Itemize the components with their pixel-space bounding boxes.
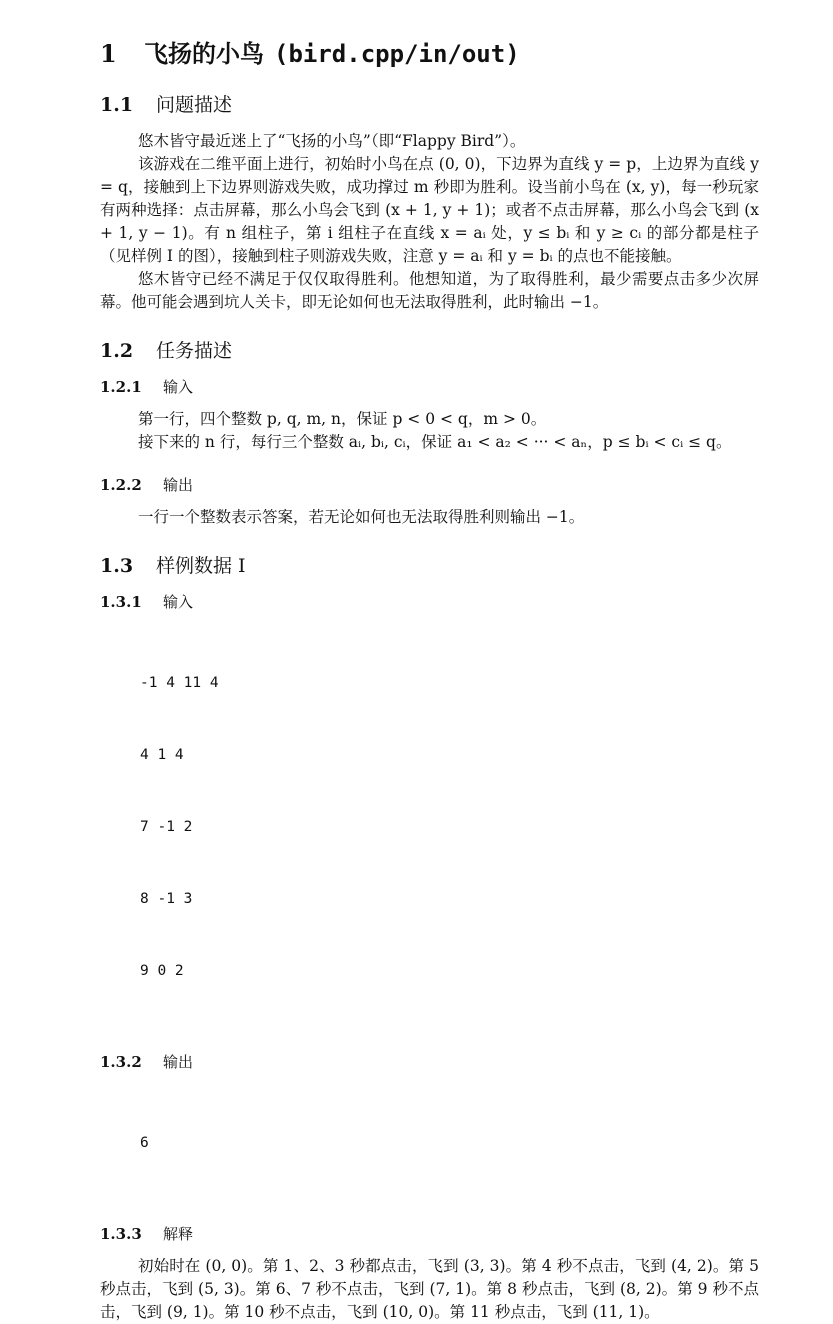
section-title: 飞扬的小鸟: [144, 39, 264, 68]
paragraph: 一行一个整数表示答案，若无论如何也无法取得胜利则输出 −1。: [138, 508, 585, 526]
section-file-names: (bird.cpp/in/out): [274, 40, 520, 68]
code-line: 6: [140, 1135, 149, 1151]
subsubsection-number: 1.3.2: [100, 1053, 142, 1071]
paragraph: 悠木皆守已经不满足于仅仅取得胜利。他想知道，为了取得胜利，最少需要点击多少次屏幕。他可能会遇到坑人关卡，即无论如何也无法取得胜利，此时输出 −1。: [100, 270, 759, 311]
code-line: 9 0 2: [140, 963, 184, 979]
subsubsection-heading-sample-input: [100, 591, 759, 613]
paragraph: 该游戏在二维平面上进行，初始时小鸟在点 (0, 0)，下边界为直线 y = p，上边界为直线 y = q，接触到上下边界则游戏失败，成功撑过 m 秒即为胜利。设当前小鸟在 (x, y)，每一秒玩家有两种选择：点击屏幕，那么小鸟会飞到 (x + 1, y + 1)；或者不点击屏幕，那么小鸟会飞到 (x + 1, y − 1)。有 n 组柱子，第 i 组柱子在直线 x = aᵢ 处，y ≤ bᵢ 和 y ≥ cᵢ 的部分都是柱子（见样例 I 的图），接触到柱子则游戏失败，注意 y = aᵢ 和 y = bᵢ 的点也不能接触。: [100, 155, 759, 265]
paragraph: 第一行，四个整数 p, q, m, n，保证 p < 0 < q，m > 0。: [138, 410, 547, 428]
subsection-heading-task: [100, 338, 759, 364]
subsubsection-title: 输入: [163, 378, 194, 396]
subsection-number: 1.2: [100, 340, 134, 362]
paragraph: 初始时在 (0, 0)。第 1、2、3 秒都点击，飞到 (3, 3)。第 4 秒不点击，飞到 (4, 2)。第 5 秒点击，飞到 (5, 3)。第 6、7 秒不点击，飞到 (7, 1)。第 8 秒点击，飞到 (8, 2)。第 9 秒不点击，飞到 (9, 1)。第 10 秒不点击，飞到 (10, 0)。第 11 秒点击，飞到 (11, 1)。: [100, 1257, 759, 1321]
subsubsection-heading-input: [100, 376, 759, 398]
subsubsection-heading-explanation: [100, 1223, 759, 1245]
paragraph: 悠木皆守最近迷上了“飞扬的小鸟”（即“Flappy Bird”）。: [138, 132, 526, 150]
subsubsection-title: 输出: [163, 1053, 194, 1071]
subsection-number: 1.1: [100, 94, 134, 116]
code-line: -1 4 11 4: [140, 675, 219, 691]
subsection-number: 1.3: [100, 555, 134, 577]
subsubsection-title: 输入: [163, 593, 194, 611]
subsubsection-heading-output: [100, 474, 759, 496]
subsection-title: 问题描述: [156, 94, 233, 116]
sample-output-block: [140, 1083, 759, 1203]
section-heading: [100, 38, 759, 70]
sample-input-block: [140, 623, 759, 1031]
code-line: 7 -1 2: [140, 819, 193, 835]
code-line: 4 1 4: [140, 747, 184, 763]
subsubsection-title: 解释: [163, 1225, 194, 1243]
subsubsection-number: 1.2.1: [100, 378, 142, 396]
section-number: 1: [100, 39, 117, 68]
subsection-heading-problem: [100, 92, 759, 118]
subsubsection-heading-sample-output: [100, 1051, 759, 1073]
subsection-heading-sample: [100, 553, 759, 579]
subsubsection-number: 1.3.3: [100, 1225, 142, 1243]
subsection-title: 样例数据 I: [156, 555, 246, 577]
code-line: 8 -1 3: [140, 891, 193, 907]
subsection-title: 任务描述: [156, 340, 233, 362]
subsubsection-title: 输出: [163, 476, 194, 494]
paragraph: 接下来的 n 行，每行三个整数 aᵢ, bᵢ, cᵢ，保证 a₁ < a₂ < ··· < aₙ，p ≤ bᵢ < cᵢ ≤ q。: [138, 433, 732, 451]
subsubsection-number: 1.3.1: [100, 593, 142, 611]
subsubsection-number: 1.2.2: [100, 476, 142, 494]
